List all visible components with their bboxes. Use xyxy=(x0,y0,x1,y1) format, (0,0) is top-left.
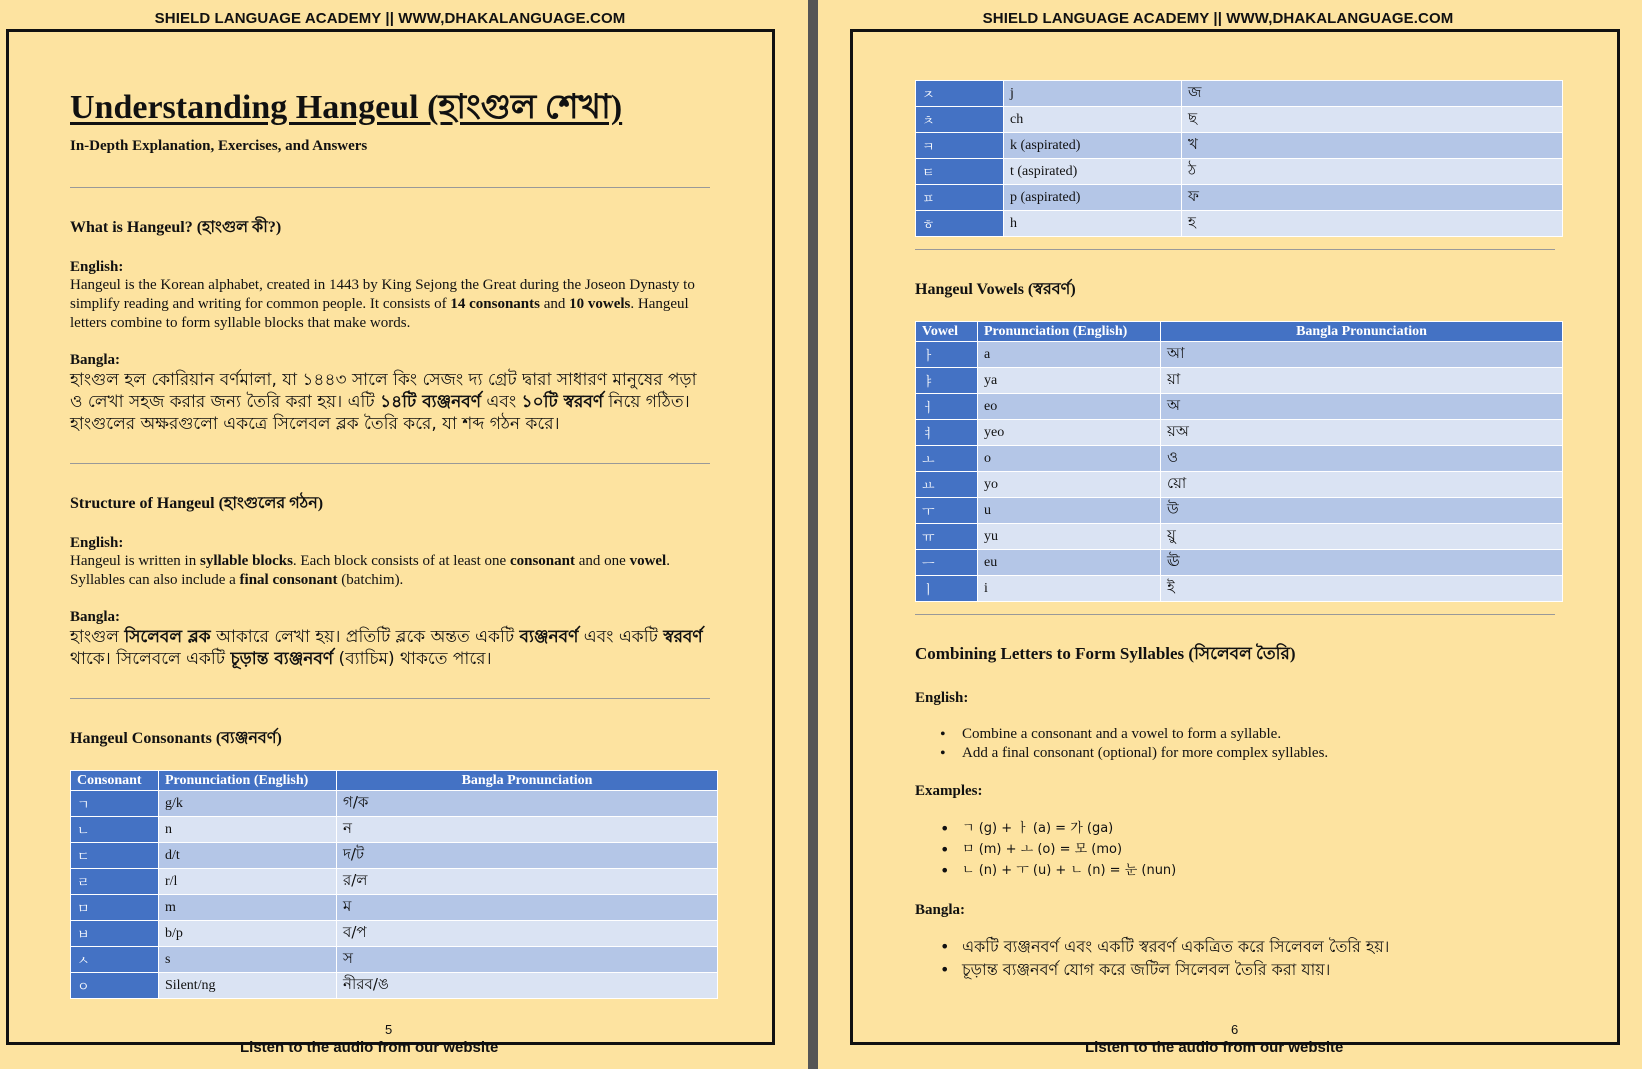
page-number: 6 xyxy=(1231,1022,1239,1037)
table-row xyxy=(71,973,718,999)
table-row xyxy=(916,446,1563,472)
letter-cell: ㅠ xyxy=(916,524,978,550)
list-item: • Combine a consonant and a vowel to form a syllable. xyxy=(915,725,1563,744)
page-footer: Listen to the audio from our website xyxy=(240,1039,499,1056)
table-row xyxy=(916,368,1563,394)
bangla-pronunciation-cell: স xyxy=(337,947,718,973)
table-row xyxy=(71,869,718,895)
column-header: Vowel xyxy=(916,322,978,342)
letter-cell: ㅌ xyxy=(916,159,1004,185)
letter-cell: ㄴ xyxy=(71,817,159,843)
table-row xyxy=(71,921,718,947)
document-title: Understanding Hangeul (হাংগুল শেখা) xyxy=(70,89,623,126)
english-pronunciation-cell: t (aspirated) xyxy=(1004,159,1182,185)
table-row xyxy=(916,394,1563,420)
letter-cell: ㅑ xyxy=(916,368,978,394)
bangla-label: Bangla: xyxy=(70,609,121,625)
english-pronunciation-cell: n xyxy=(159,817,337,843)
english-pronunciation-cell: g/k xyxy=(159,791,337,817)
table-row xyxy=(71,843,718,869)
letter-cell: ㅓ xyxy=(916,394,978,420)
table-row xyxy=(71,817,718,843)
english-pronunciation-cell: Silent/ng xyxy=(159,973,337,999)
letter-cell: ㅅ xyxy=(71,947,159,973)
english-label: English: xyxy=(70,259,124,275)
letter-cell: ㅈ xyxy=(916,81,1004,107)
list-item: • Add a final consonant (optional) for more complex syllables. xyxy=(915,744,1563,763)
bangla-pronunciation-cell: ঊ xyxy=(1161,550,1563,576)
bangla-pronunciation-cell: য়অ xyxy=(1161,420,1563,446)
letter-cell: ㅁ xyxy=(71,895,159,921)
table-row xyxy=(916,159,1563,185)
page-header: SHIELD LANGUAGE ACADEMY || WWW,DHAKALANGUAGE.COM xyxy=(154,10,626,27)
table-row xyxy=(916,185,1563,211)
letter-cell: ㅡ xyxy=(916,550,978,576)
what-english-paragraph: Hangeul is the Korean alphabet, created in 1443 by King Sejong the Great during the Joseon Dynasty to simplify reading and writing for common people. It consists of 14 consonants and 10 vowels. Hangeul letters combine to form syllable blocks that make words. xyxy=(70,277,695,331)
list-item: • চূড়ান্ত ব্যঞ্জনবর্ণ যোগ করে জটিল সিলেবল তৈরি করা যায়। xyxy=(915,958,1563,981)
bangla-pronunciation-cell: ছ xyxy=(1182,107,1563,133)
bangla-pronunciation-cell: ও xyxy=(1161,446,1563,472)
document-subtitle: In-Depth Explanation, Exercises, and Answers xyxy=(70,138,368,154)
table-row xyxy=(916,550,1563,576)
page-content xyxy=(915,80,1563,981)
list-item: • একটি ব্যঞ্জনবর্ণ এবং একটি স্বরবর্ণ একত্রিত করে সিলেবল তৈরি হয়। xyxy=(915,935,1563,958)
letter-cell: ㄹ xyxy=(71,869,159,895)
page-gutter xyxy=(808,0,818,1069)
combining-bangla-list xyxy=(915,935,1563,981)
english-pronunciation-cell: ch xyxy=(1004,107,1182,133)
english-pronunciation-cell: i xyxy=(978,576,1161,602)
bangla-pronunciation-cell: দ/ট xyxy=(337,843,718,869)
table-row xyxy=(71,895,718,921)
letter-cell: ㅍ xyxy=(916,185,1004,211)
examples-list xyxy=(915,818,1563,881)
table-row xyxy=(916,81,1563,107)
bangla-pronunciation-cell: ম xyxy=(337,895,718,921)
column-header: Consonant xyxy=(71,771,159,791)
english-pronunciation-cell: a xyxy=(978,342,1161,368)
letter-cell: ㅂ xyxy=(71,921,159,947)
english-pronunciation-cell: yu xyxy=(978,524,1161,550)
letter-cell: ㅜ xyxy=(916,498,978,524)
english-pronunciation-cell: u xyxy=(978,498,1161,524)
bangla-label: Bangla: xyxy=(915,902,966,918)
table-row xyxy=(71,947,718,973)
bangla-pronunciation-cell: অ xyxy=(1161,394,1563,420)
table-row xyxy=(916,420,1563,446)
letter-cell: ㅊ xyxy=(916,107,1004,133)
structure-bangla-paragraph: হাংগুল সিলেবল ব্লক আকারে লেখা হয়। প্রতিটি ব্লকে অন্তত একটি ব্যঞ্জনবর্ণ এবং একটি স্বরবর্ণ থাকে। সিলেবলে একটি চূড়ান্ত ব্যঞ্জনবর্ণ (ব্যাচিম) থাকতে পারে। xyxy=(70,627,703,669)
consonants-table-continued xyxy=(915,80,1563,237)
divider xyxy=(70,463,710,464)
page-number: 5 xyxy=(385,1022,393,1037)
letter-cell: ㅏ xyxy=(916,342,978,368)
table-header-row xyxy=(916,322,1563,342)
english-pronunciation-cell: o xyxy=(978,446,1161,472)
structure-heading: Structure of Hangeul (হাংগুলের গঠন) xyxy=(70,495,324,512)
bangla-pronunciation-cell: হ xyxy=(1182,211,1563,237)
combining-english-list xyxy=(915,725,1563,763)
bangla-pronunciation-cell: নীরব/ঙ xyxy=(337,973,718,999)
english-pronunciation-cell: b/p xyxy=(159,921,337,947)
column-header: Bangla Pronunciation xyxy=(1161,322,1563,342)
page-footer: Listen to the audio from our website xyxy=(1085,1039,1344,1056)
bangla-pronunciation-cell: জ xyxy=(1182,81,1563,107)
bangla-pronunciation-cell: আ xyxy=(1161,342,1563,368)
vowels-heading: Hangeul Vowels (স্বরবর্ণ) xyxy=(915,281,1076,298)
page-content xyxy=(70,86,710,999)
english-pronunciation-cell: h xyxy=(1004,211,1182,237)
english-pronunciation-cell: p (aspirated) xyxy=(1004,185,1182,211)
divider xyxy=(915,249,1555,250)
english-label: English: xyxy=(70,535,124,551)
bangla-pronunciation-cell: ফ xyxy=(1182,185,1563,211)
page-6 xyxy=(818,0,1642,1069)
english-pronunciation-cell: d/t xyxy=(159,843,337,869)
bangla-pronunciation-cell: গ/ক xyxy=(337,791,718,817)
english-pronunciation-cell: j xyxy=(1004,81,1182,107)
table-header-row xyxy=(71,771,718,791)
english-pronunciation-cell: ya xyxy=(978,368,1161,394)
english-label: English: xyxy=(915,690,969,706)
english-pronunciation-cell: r/l xyxy=(159,869,337,895)
english-pronunciation-cell: m xyxy=(159,895,337,921)
letter-cell: ㅛ xyxy=(916,472,978,498)
bangla-pronunciation-cell: য়া xyxy=(1161,368,1563,394)
letter-cell: ㅕ xyxy=(916,420,978,446)
list-item: • ㄱ (g) + ㅏ (a) = 가 (ga) xyxy=(915,818,1563,839)
table-row xyxy=(916,342,1563,368)
letter-cell: ㄱ xyxy=(71,791,159,817)
bangla-pronunciation-cell: ই xyxy=(1161,576,1563,602)
english-pronunciation-cell: yo xyxy=(978,472,1161,498)
what-bangla-paragraph: হাংগুল হল কোরিয়ান বর্ণমালা, যা ১৪৪৩ সালে কিং সেজং দ্য গ্রেট দ্বারা সাধারণ মানুষের পড়া ও লেখা সহজ করার জন্য তৈরি করা হয়। এটি ১৪টি ব্যঞ্জনবর্ণ এবং ১০টি স্বরবর্ণ নিয়ে গঠিত। হাংগুলের অক্ষরগুলো একত্রে সিলেবল ব্লক তৈরি করে, যা শব্দ গঠন করে। xyxy=(70,370,697,434)
bangla-pronunciation-cell: ন xyxy=(337,817,718,843)
table-row xyxy=(916,498,1563,524)
english-pronunciation-cell: s xyxy=(159,947,337,973)
column-header: Bangla Pronunciation xyxy=(337,771,718,791)
divider xyxy=(70,698,710,699)
consonants-table xyxy=(70,770,718,999)
letter-cell: ㅣ xyxy=(916,576,978,602)
bangla-pronunciation-cell: ব/প xyxy=(337,921,718,947)
structure-english-paragraph: Hangeul is written in syllable blocks. Each block consists of at least one consonant and one vowel. Syllables can also include a final consonant (batchim). xyxy=(70,553,670,588)
english-pronunciation-cell: yeo xyxy=(978,420,1161,446)
table-row xyxy=(916,576,1563,602)
column-header: Pronunciation (English) xyxy=(978,322,1161,342)
letter-cell: ㅇ xyxy=(71,973,159,999)
table-row xyxy=(916,524,1563,550)
combining-heading: Combining Letters to Form Syllables (সিলেবল তৈরি) xyxy=(915,644,1296,663)
letter-cell: ㅋ xyxy=(916,133,1004,159)
english-pronunciation-cell: eo xyxy=(978,394,1161,420)
letter-cell: ㅎ xyxy=(916,211,1004,237)
page-5 xyxy=(0,0,808,1069)
letter-cell: ㄷ xyxy=(71,843,159,869)
list-item: • ㄴ (n) + ㅜ (u) + ㄴ (n) = 눈 (nun) xyxy=(915,860,1563,881)
examples-label: Examples: xyxy=(915,783,983,799)
table-row xyxy=(916,107,1563,133)
english-pronunciation-cell: k (aspirated) xyxy=(1004,133,1182,159)
table-row xyxy=(916,472,1563,498)
what-heading: What is Hangeul? (হাংগুল কী?) xyxy=(70,219,282,236)
table-row xyxy=(71,791,718,817)
divider xyxy=(70,187,710,188)
list-item: • ㅁ (m) + ㅗ (o) = 모 (mo) xyxy=(915,839,1563,860)
column-header: Pronunciation (English) xyxy=(159,771,337,791)
bangla-pronunciation-cell: খ xyxy=(1182,133,1563,159)
table-row xyxy=(916,211,1563,237)
bangla-pronunciation-cell: ঠ xyxy=(1182,159,1563,185)
letter-cell: ㅗ xyxy=(916,446,978,472)
bangla-pronunciation-cell: য়ো xyxy=(1161,472,1563,498)
table-row xyxy=(916,133,1563,159)
consonants-heading: Hangeul Consonants (ব্যঞ্জনবর্ণ) xyxy=(70,730,282,747)
english-pronunciation-cell: eu xyxy=(978,550,1161,576)
vowels-table xyxy=(915,321,1563,602)
bangla-pronunciation-cell: র/ল xyxy=(337,869,718,895)
bangla-pronunciation-cell: উ xyxy=(1161,498,1563,524)
page-header: SHIELD LANGUAGE ACADEMY || WWW,DHAKALANGUAGE.COM xyxy=(982,10,1454,27)
bangla-pronunciation-cell: য়ু xyxy=(1161,524,1563,550)
bangla-label: Bangla: xyxy=(70,352,121,368)
divider xyxy=(915,614,1555,615)
